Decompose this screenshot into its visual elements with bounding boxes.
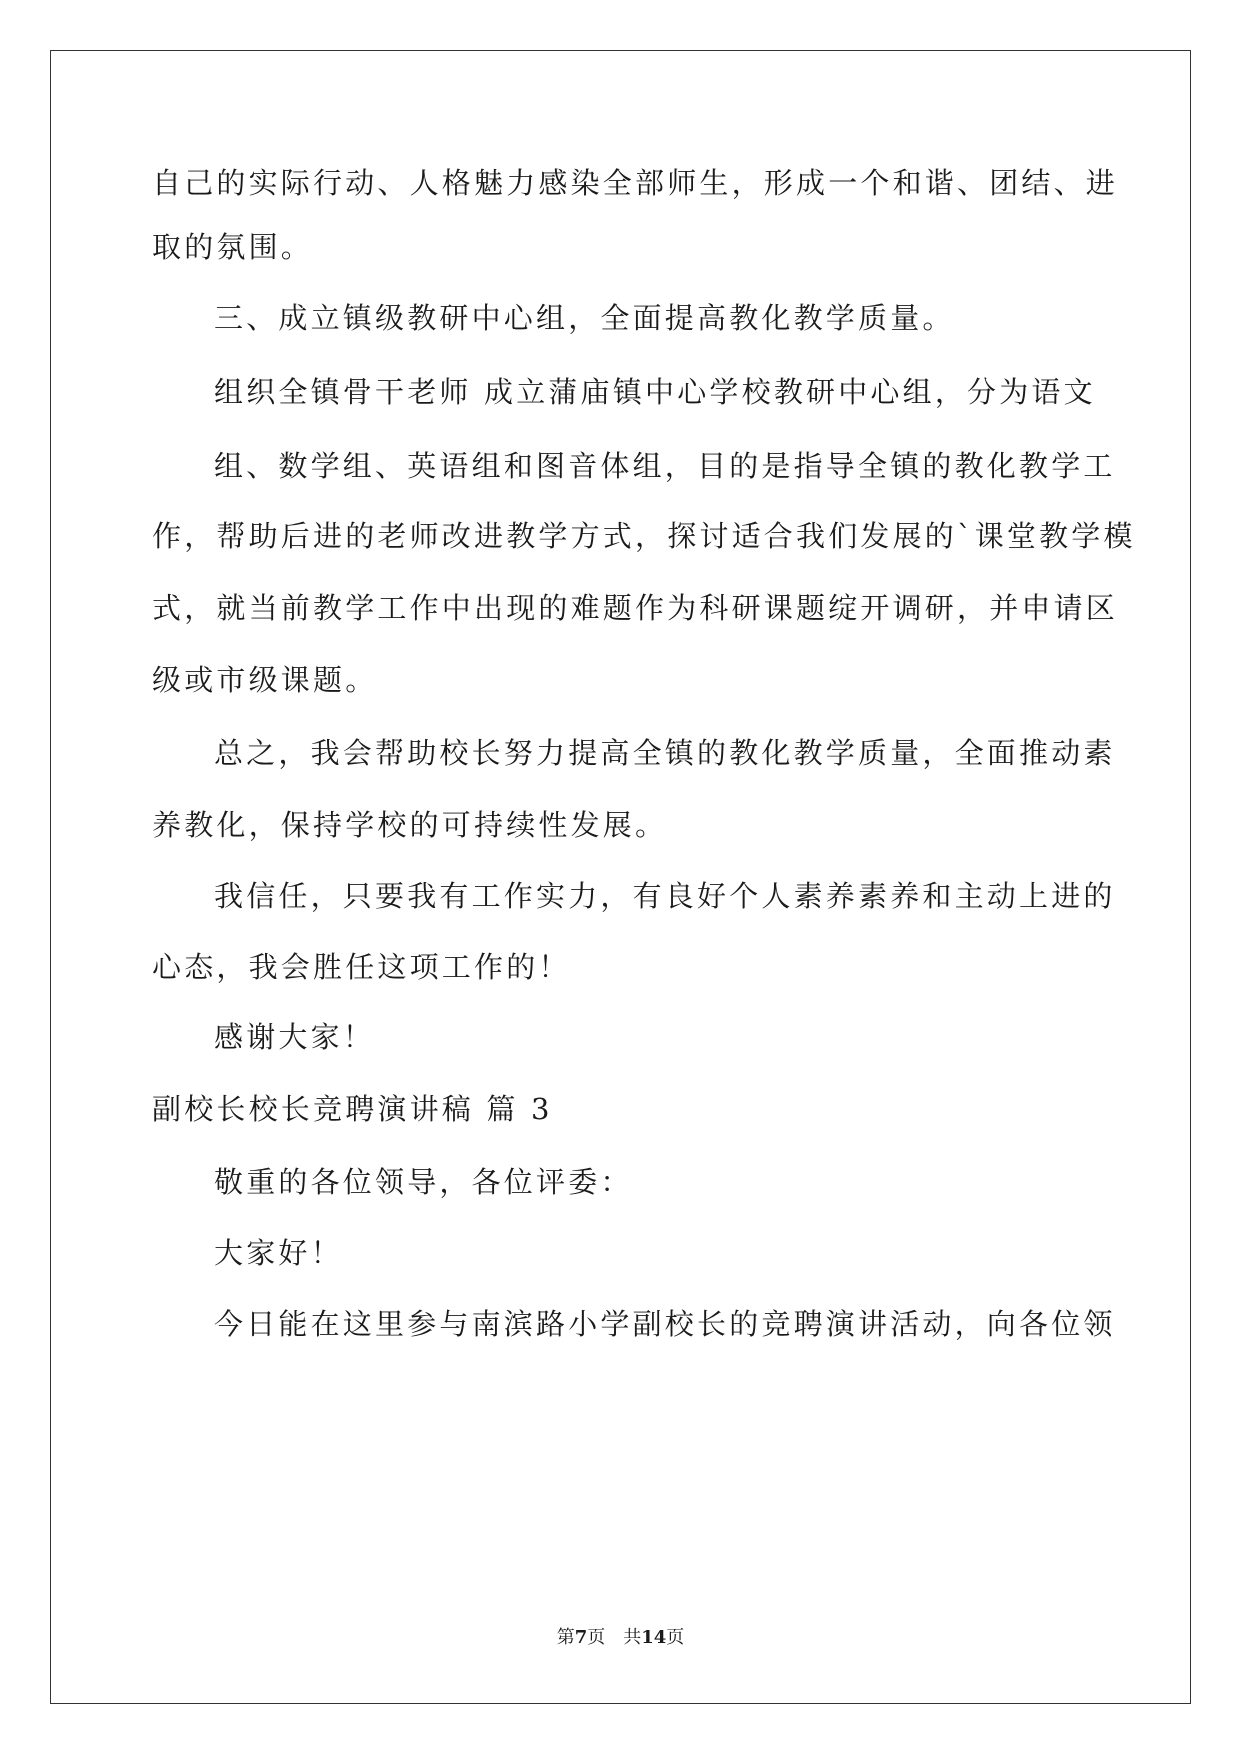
section-title: 副校长校长竞聘演讲稿 篇 3 [152,1092,553,1126]
section-heading: 三、成立镇级教研中心组，全面提高教化教学质量。 [214,301,955,335]
footer-page-suffix: 页 [587,1627,606,1648]
body-line: 养教化，保持学校的可持续性发展。 [152,808,668,842]
body-line: 级或市级课题。 [152,663,378,697]
body-line: 式，就当前教学工作中出现的难题作为科研课题绽开调研，并申请区 [152,591,1119,625]
body-line: 总之，我会帮助校长努力提高全镇的教化教学质量，全面推动素 [214,736,1116,770]
footer-prefix: 第 [556,1627,575,1648]
salutation: 敬重的各位领导，各位评委： [214,1165,633,1199]
body-line: 自己的实际行动、人格魅力感染全部师生，形成一个和谐、团结、进 [152,166,1119,200]
body-line: 组、数学组、英语组和图音体组，目的是指导全镇的教化教学工 [214,449,1116,483]
total-pages: 14 [641,1627,667,1648]
body-line: 取的氛围。 [152,230,314,264]
body-line: 今日能在这里参与南滨路小学副校长的竞聘演讲活动，向各位领 [214,1307,1116,1341]
body-line: 心态，我会胜任这项工作的！ [152,950,571,984]
greeting: 大家好！ [214,1236,343,1270]
footer-total-suffix: 页 [666,1627,685,1648]
footer-total-prefix: 共 [623,1627,642,1648]
body-line: 组织全镇骨干老师 成立蒲庙镇中心学校教研中心组，分为语文 [214,375,1096,409]
body-line: 感谢大家！ [214,1020,376,1054]
body-line: 作，帮助后进的老师改进教学方式，探讨适合我们发展的`课堂教学模 [152,519,1136,553]
page-footer [0,1626,1241,1650]
body-line: 我信任，只要我有工作实力，有良好个人素养素养和主动上进的 [214,879,1116,913]
page-number: 7 [574,1627,588,1648]
